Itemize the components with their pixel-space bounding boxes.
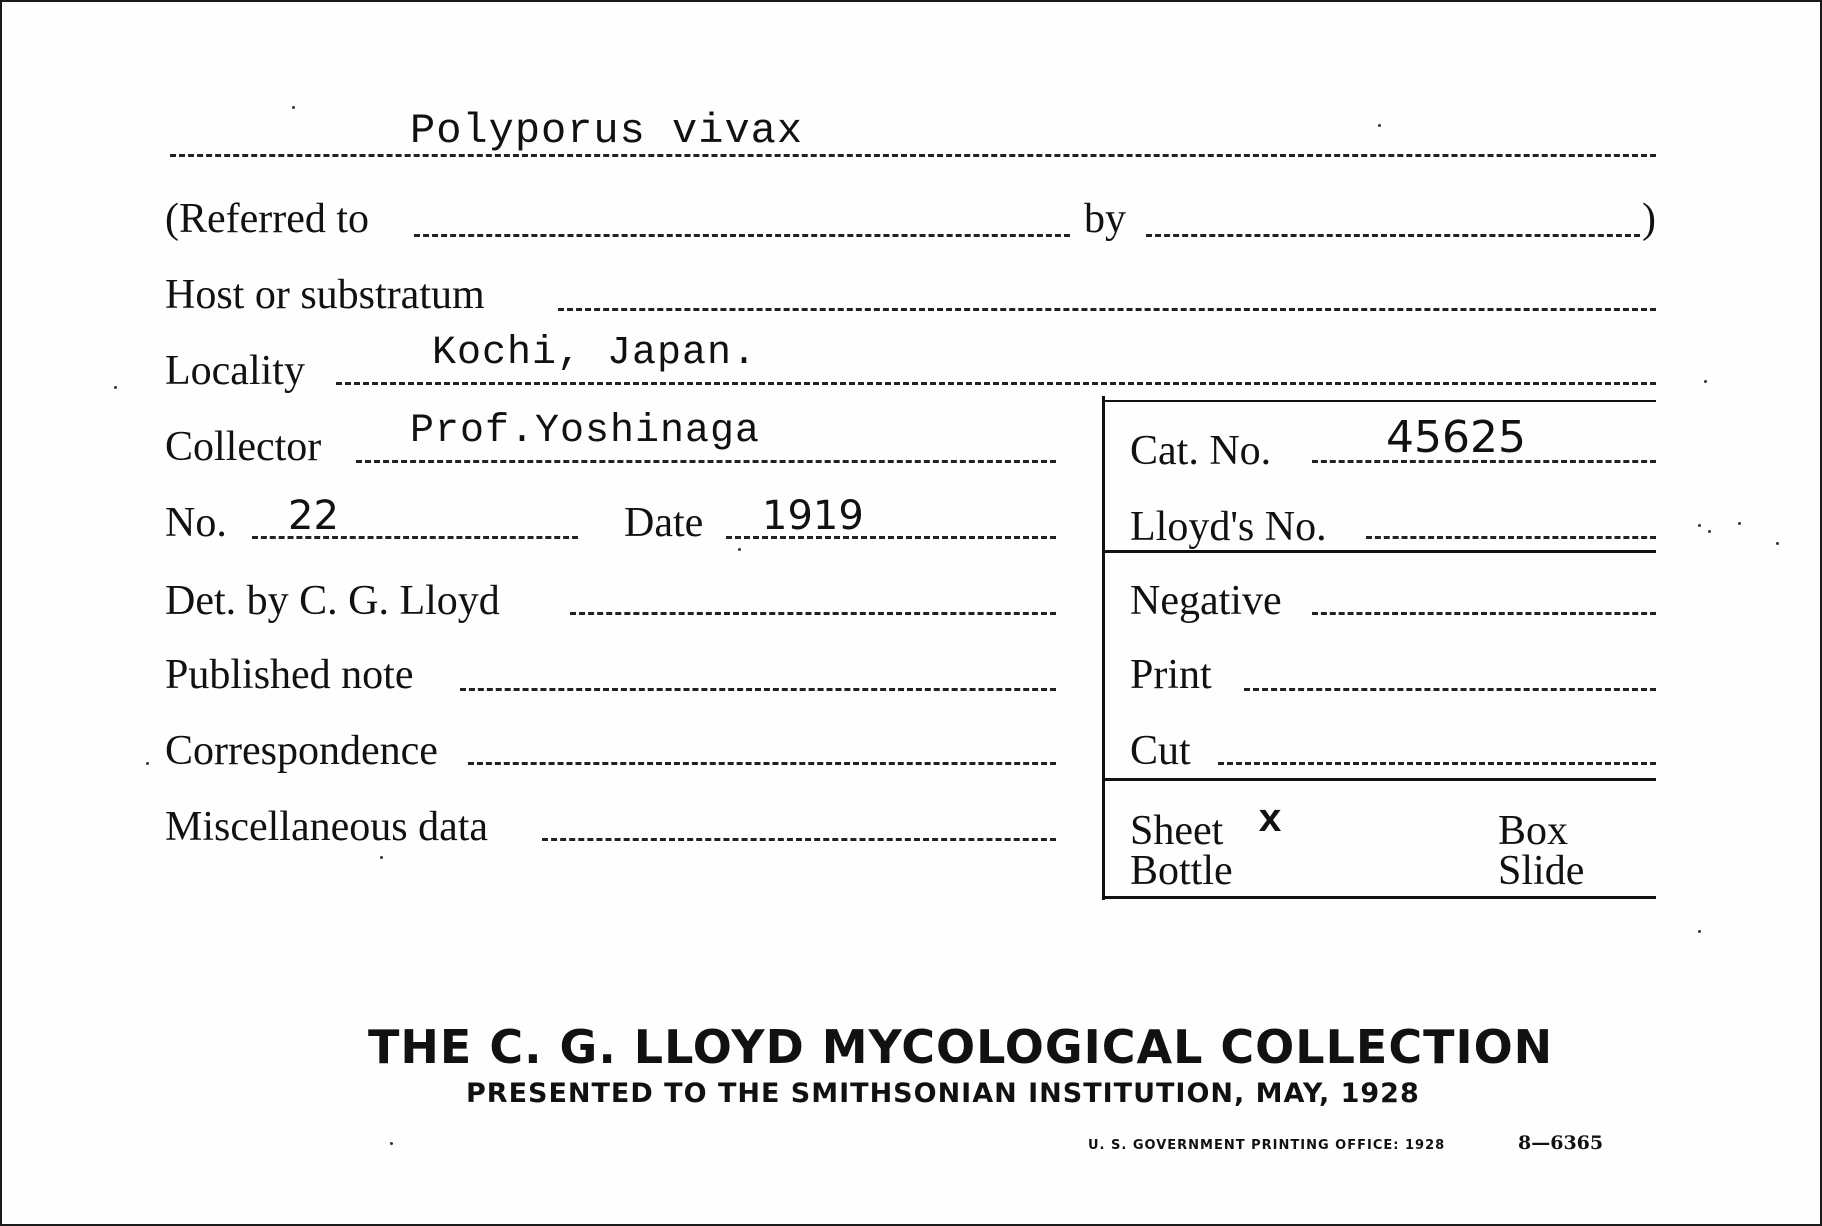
scan-speck bbox=[1738, 522, 1741, 525]
scan-speck bbox=[1704, 380, 1707, 383]
box-mid-rule-1 bbox=[1104, 550, 1656, 553]
collection-subtitle: PRESENTED TO THE SMITHSONIAN INSTITUTION, MAY, 1928 bbox=[466, 1078, 1420, 1109]
misc-label: Miscellaneous data bbox=[165, 804, 489, 850]
published-label: Published note bbox=[165, 652, 414, 698]
slide-label: Slide bbox=[1498, 848, 1585, 894]
locality-label: Locality bbox=[165, 348, 305, 394]
scan-speck bbox=[1776, 542, 1779, 545]
scan-speck bbox=[1708, 530, 1711, 533]
collection-title: THE C. G. LLOYD MYCOLOGICAL COLLECTION bbox=[368, 1020, 1554, 1074]
date-value: 1919 bbox=[762, 493, 864, 539]
box-left-rule bbox=[1102, 396, 1105, 900]
cat-no-label: Cat. No. bbox=[1130, 428, 1272, 474]
scan-speck bbox=[738, 548, 741, 551]
collector-label: Collector bbox=[165, 424, 322, 470]
date-label: Date bbox=[624, 500, 704, 546]
referred-to-line bbox=[414, 234, 1070, 237]
det-label: Det. by C. G. Lloyd bbox=[165, 578, 500, 624]
misc-line bbox=[542, 838, 1056, 841]
cat-no-value: 45625 bbox=[1386, 412, 1526, 463]
collector-value: Prof.Yoshinaga bbox=[410, 409, 761, 454]
scan-speck bbox=[380, 856, 383, 859]
species-line bbox=[170, 154, 1656, 157]
host-line bbox=[558, 308, 1656, 311]
sheet-label: Sheet bbox=[1130, 808, 1224, 854]
published-line bbox=[460, 688, 1056, 691]
cut-label: Cut bbox=[1130, 728, 1191, 774]
lloyds-no-label: Lloyd's No. bbox=[1130, 504, 1327, 550]
locality-line bbox=[336, 382, 1656, 385]
locality-value: Kochi, Japan. bbox=[432, 331, 758, 376]
by-line bbox=[1146, 234, 1640, 237]
box-label: Box bbox=[1498, 808, 1569, 854]
scan-speck bbox=[146, 762, 149, 765]
printer-imprint: U. S. GOVERNMENT PRINTING OFFICE: 1928 bbox=[1088, 1138, 1446, 1153]
scan-speck bbox=[1698, 524, 1701, 527]
species-name: Polyporus vivax bbox=[410, 107, 804, 155]
no-value: 22 bbox=[288, 493, 339, 539]
close-paren: ) bbox=[1642, 196, 1656, 242]
sheet-mark: x bbox=[1258, 799, 1284, 844]
scan-speck bbox=[1378, 124, 1381, 127]
host-label: Host or substratum bbox=[165, 272, 485, 318]
no-label: No. bbox=[165, 500, 227, 546]
lloyds-no-line bbox=[1366, 536, 1656, 539]
scan-speck bbox=[1698, 930, 1701, 933]
by-label: by bbox=[1084, 196, 1126, 242]
box-bottom-rule bbox=[1104, 896, 1656, 899]
scan-speck bbox=[114, 386, 117, 389]
scan-speck bbox=[390, 1142, 393, 1145]
correspondence-line bbox=[468, 762, 1056, 765]
collector-line bbox=[356, 460, 1056, 463]
det-line bbox=[570, 612, 1056, 615]
correspondence-label: Correspondence bbox=[165, 728, 438, 774]
box-top-rule bbox=[1104, 400, 1656, 402]
bottle-label: Bottle bbox=[1130, 848, 1233, 894]
scan-speck bbox=[292, 106, 295, 109]
referred-to-label: (Referred to bbox=[165, 196, 370, 242]
negative-line bbox=[1312, 612, 1656, 615]
print-label: Print bbox=[1130, 652, 1212, 698]
form-number: 8—6365 bbox=[1518, 1132, 1604, 1154]
box-mid-rule-2 bbox=[1104, 778, 1656, 781]
negative-label: Negative bbox=[1130, 578, 1282, 624]
print-line bbox=[1244, 688, 1656, 691]
cut-line bbox=[1218, 762, 1656, 765]
